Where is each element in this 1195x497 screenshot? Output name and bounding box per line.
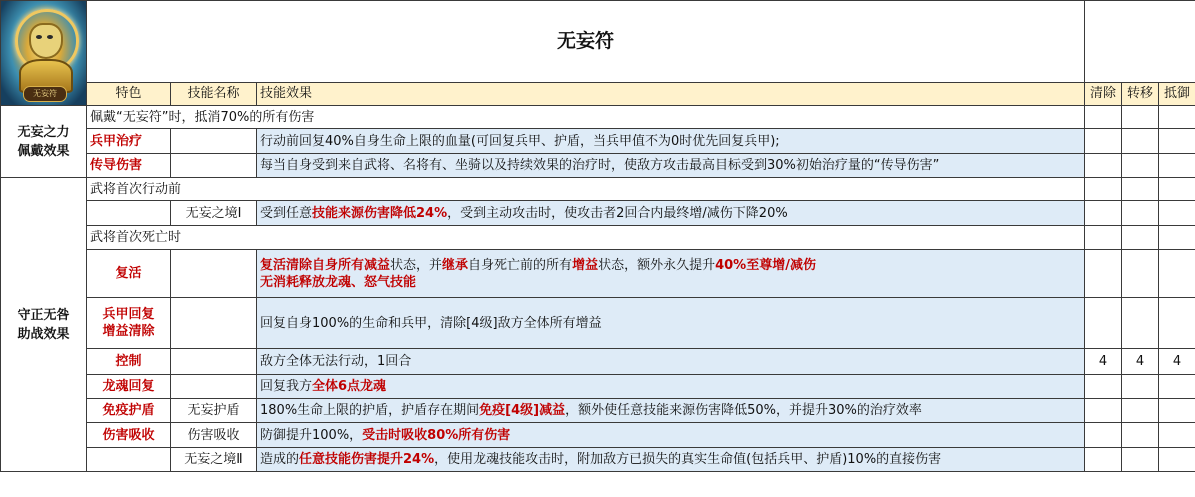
feature-immune-shield: 免疫护盾 [87,399,171,423]
page-title: 无妄符 [87,1,1085,83]
header-transfer: 转移 [1122,82,1159,105]
feature-revive: 复活 [87,250,171,298]
skill-damage-absorb: 伤害吸收 [171,423,257,448]
feature-damage-absorb: 伤害吸收 [87,423,171,448]
beast-face [29,23,63,59]
feature-armor-restore: 兵甲回复 增益清除 [87,298,171,349]
section2-label: 守正无咎 助战效果 [1,178,87,472]
logo-label: 无妄符 [23,86,67,102]
feature-armor-heal: 兵甲治疗 [87,129,171,154]
sub-first-action: 武将首次行动前 [87,178,1085,201]
effect-immune-shield: 180%生命上限的护盾，护盾存在期间免疫[4级]减益，额外使任意技能来源伤害降低50%，并提升30%的治疗效率 [257,399,1085,423]
effect-jing-2: 造成的任意技能伤害提升24%，使用龙魂技能攻击时，附加敌方已损失的真实生命值(包括兵甲、护盾)10%的直接伤害 [257,448,1085,472]
section1-label: 无妄之力 佩戴效果 [1,106,87,178]
control-clear-value: 4 [1085,349,1122,375]
section1-intro: 佩戴“无妄符”时，抵消70%的所有伤害 [87,106,1085,129]
skill-wuwang-shield: 无妄护盾 [171,399,257,423]
control-resist-value: 4 [1159,349,1195,375]
header-skill-name: 技能名称 [171,82,257,105]
effect-control: 敌方全体无法行动，1回合 [257,349,1085,375]
header-clear: 清除 [1085,82,1122,105]
skill-jing-2: 无妄之境Ⅱ [171,448,257,472]
effect-damage-absorb: 防御提升100%，受击时吸收80%所有伤害 [257,423,1085,448]
effect-armor-restore: 回复自身100%的生命和兵甲，清除[4级]敌方全体所有增益 [257,298,1085,349]
header-resist: 抵御 [1159,82,1195,105]
feature-dragon-restore: 龙魂回复 [87,375,171,399]
effect-dragon-restore: 回复我方全体6点龙魂 [257,375,1085,399]
effect-conduct-damage: 每当自身受到来自武将、名将有、坐骑以及持续效果的治疗时，使敌方攻击最高目标受到30%初始治疗量的“传导伤害” [257,154,1085,178]
header-feature: 特色 [87,82,171,105]
feature-conduct-damage: 传导伤害 [87,154,171,178]
logo-cell [1,1,87,106]
effect-jing-1: 受到任意技能来源伤害降低24%，受到主动攻击时，使攻击者2回合内最终增/减伤下降20% [257,201,1085,226]
wuwang-talisman-logo-icon [1,1,87,105]
effect-armor-heal: 行动前回复40%自身生命上限的血量(可回复兵甲、护盾，当兵甲值不为0时优先回复兵甲); [257,129,1085,154]
feature-control: 控制 [87,349,171,375]
skill-jing-1: 无妄之境Ⅰ [171,201,257,226]
control-transfer-value: 4 [1122,349,1159,375]
header-skill-effect: 技能效果 [257,82,1085,105]
title-blank [1085,1,1195,83]
effect-revive: 复活清除自身所有减益状态，并继承自身死亡前的所有增益状态，额外永久提升40%至尊增/减伤 无消耗释放龙魂、怒气技能 [257,250,1085,298]
sub-first-death: 武将首次死亡时 [87,226,1085,250]
